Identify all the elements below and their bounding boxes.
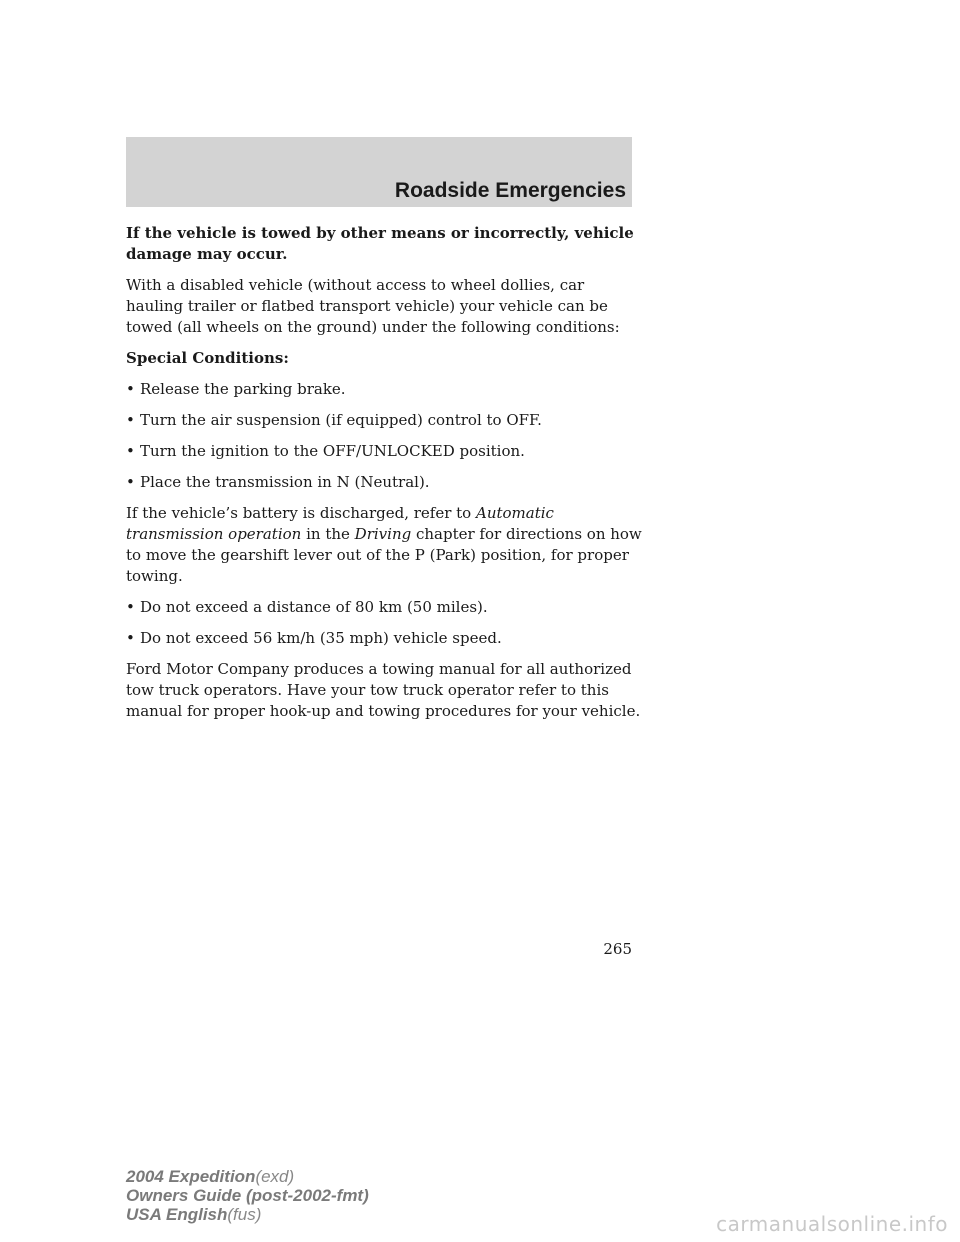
list-item-text: Place the transmission in N (Neutral). [140,473,430,491]
bullet-icon: • [126,442,135,460]
list-item [126,441,646,462]
list-item-text: Turn the air suspension (if equipped) control to OFF. [140,411,542,429]
list-item [126,597,646,618]
bullet-icon: • [126,629,135,647]
bullet-icon: • [126,380,135,398]
footer-line-1 [126,1167,369,1186]
page-content [126,223,646,732]
list-item [126,628,646,649]
footer-language-code: (fus) [227,1205,262,1224]
list-item [126,410,646,431]
list-item-text: Release the parking brake. [140,380,346,398]
footer-language: USA English [126,1205,228,1224]
document-footer [126,1167,369,1224]
bullet-icon: • [126,598,135,616]
list-item-text: Do not exceed a distance of 80 km (50 miles). [140,598,488,616]
reference-automatic-transmission: Automatic transmission operation [126,504,554,543]
footer-model-code: (exd) [255,1167,295,1186]
footer-model: 2004 Expedition [126,1167,256,1186]
list-item-text: Do not exceed 56 km/h (35 mph) vehicle speed. [140,629,502,647]
battery-text-3: chapter for directions on how to move the gearshift lever out of the P (Park) position, for proper towing. [126,525,642,585]
battery-text-2: in the [306,525,350,543]
list-item [126,472,646,493]
footer-line-3 [126,1205,369,1224]
reference-driving-chapter: Driving [354,525,412,543]
list-item [126,379,646,400]
section-header-band [126,137,632,207]
bullet-icon: • [126,473,135,491]
section-title: Roadside Emergencies [394,179,626,202]
special-conditions-heading: Special Conditions: [126,349,289,367]
warning-text: If the vehicle is towed by other means or incorrectly, vehicle damage may occur. [126,224,634,263]
footer-guide: Owners Guide (post-2002-fmt) [126,1186,369,1205]
battery-text-1: If the vehicle’s battery is discharged, refer to [126,504,472,522]
footer-line-2 [126,1186,369,1205]
intro-paragraph: With a disabled vehicle (without access to wheel dollies, car hauling trailer or flatbed transport vehicle) your vehicle can be towed (all wheels on the ground) under the following conditions: [126,276,620,336]
closing-paragraph: Ford Motor Company produces a towing manual for all authorized tow truck operators. Have your tow truck operator refer to this manual for proper hook-up and towing procedures for your vehicle. [126,660,641,720]
list-item-text: Turn the ignition to the OFF/UNLOCKED position. [140,442,525,460]
battery-paragraph [126,503,646,587]
bullet-icon: • [126,411,135,429]
watermark: carmanualsonline.info [716,1212,948,1236]
page-number: 265 [603,940,632,958]
